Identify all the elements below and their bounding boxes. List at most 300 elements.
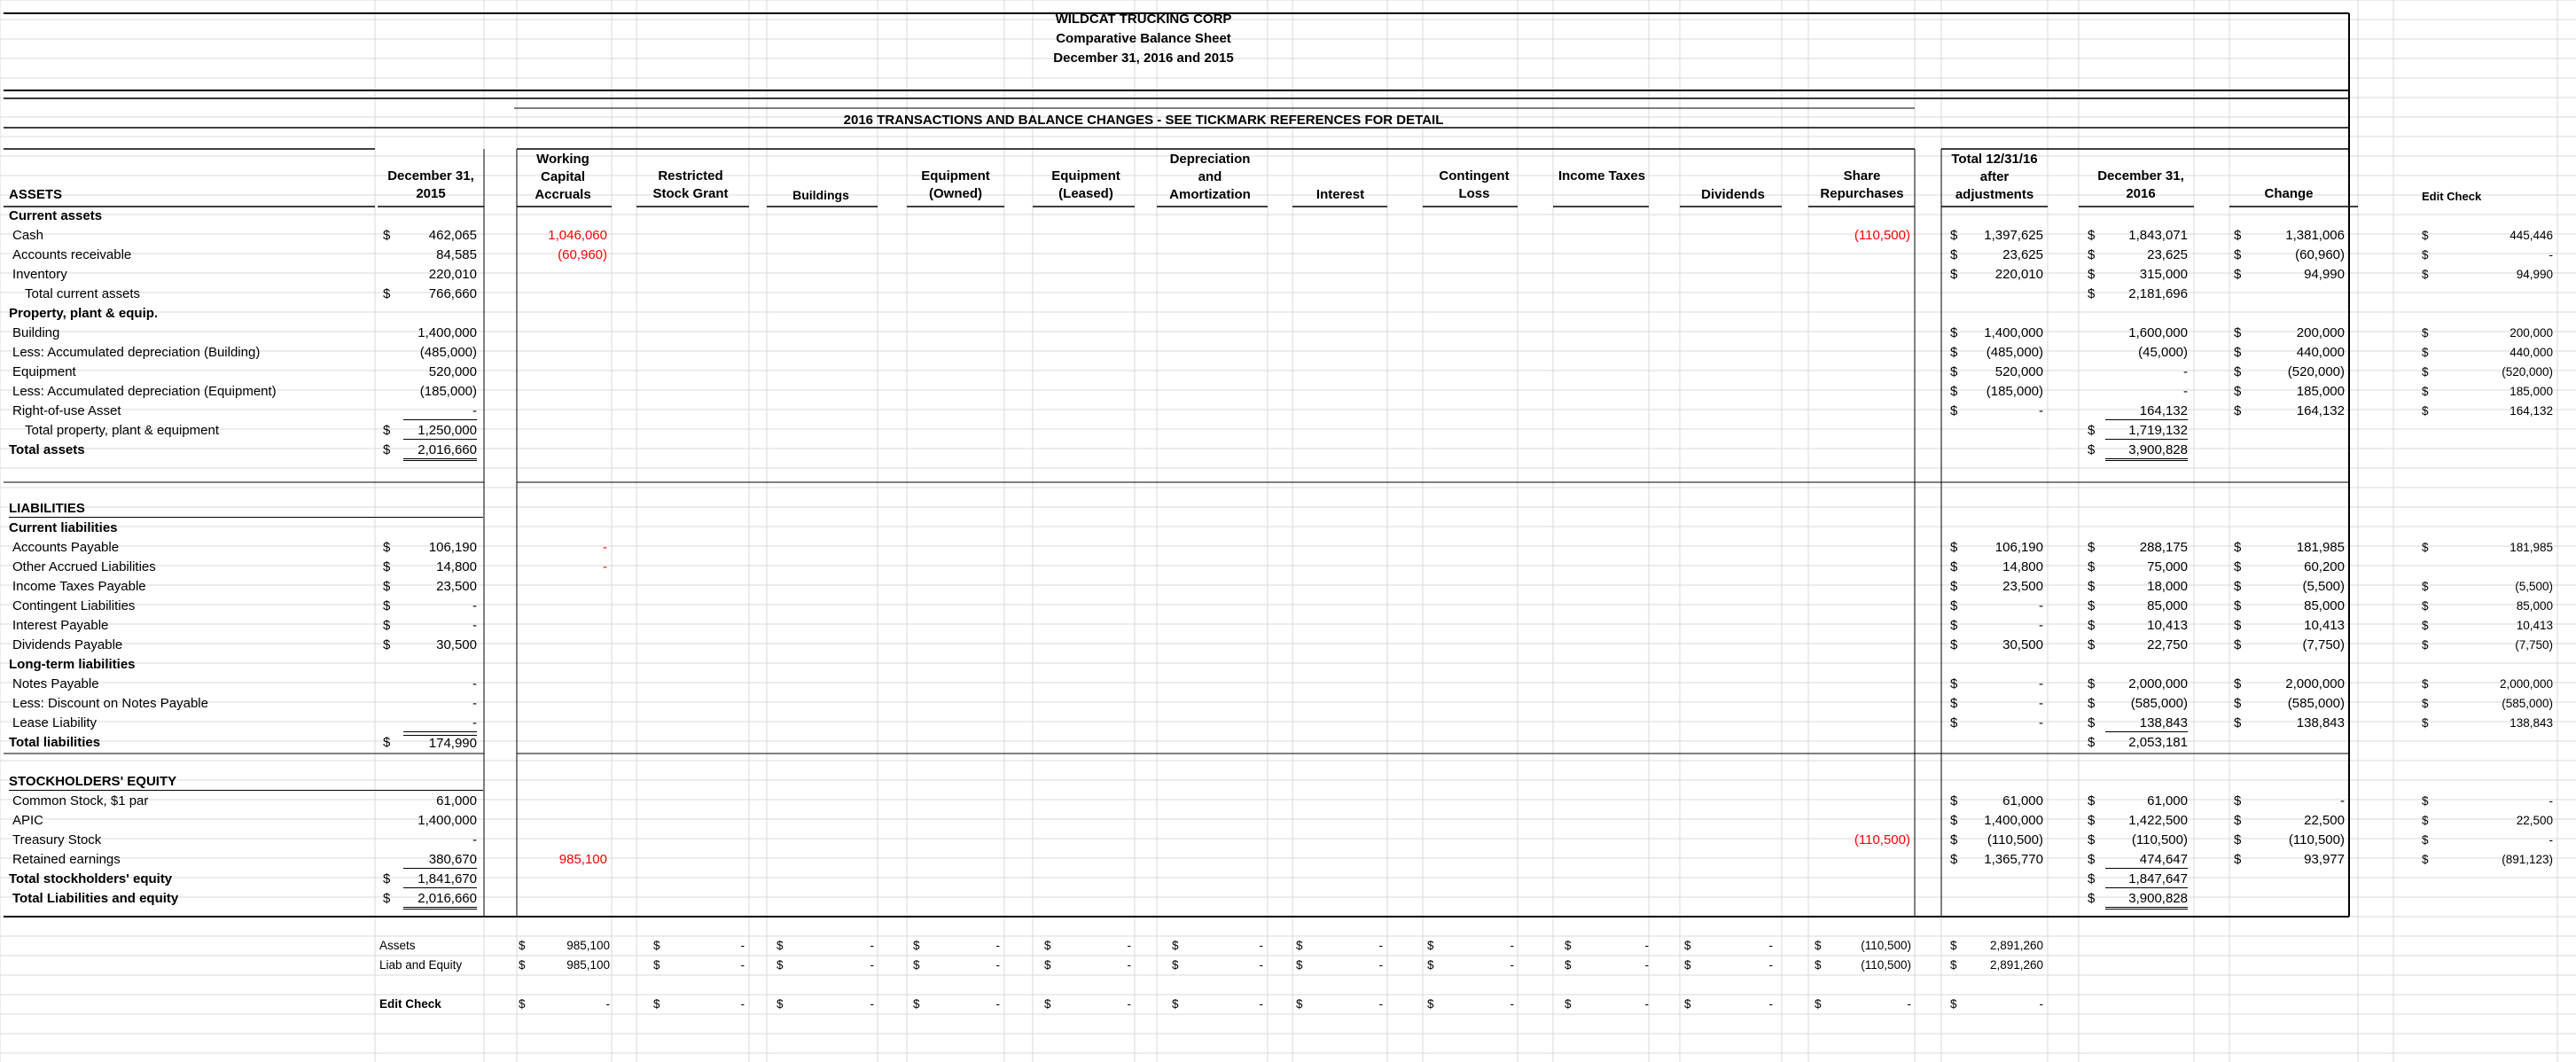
value-change: 22,500 <box>2304 813 2345 828</box>
dollar-sign-2016: $ <box>2088 676 2096 691</box>
value-total-adjusted: 520,000 <box>1994 364 2043 379</box>
value-edit-check: (5,500) <box>2515 580 2553 593</box>
check-edit-dollar: $ <box>1815 997 1822 1011</box>
value-edit-check: 94,990 <box>2516 268 2553 281</box>
dollar-sign-2016: $ <box>2088 696 2096 711</box>
dollar-sign-2015: $ <box>383 735 391 750</box>
row-label: Total property, plant & equipment <box>25 423 220 438</box>
dollar-sign-2015: $ <box>383 540 391 555</box>
value-dec2016: 3,900,828 <box>2105 891 2188 910</box>
check-assets-value: - <box>1127 939 1131 952</box>
value-dec2015: 220,010 <box>428 267 477 282</box>
col-header-dec2016: December 31, 2016 <box>2097 168 2184 201</box>
transactions-banner: 2016 TRANSACTIONS AND BALANCE CHANGES - SEE TICKMARK REFERENCES FOR DETAIL <box>843 113 1444 128</box>
dollar-sign-total: $ <box>1950 364 1958 379</box>
row-label: Current assets <box>9 208 103 223</box>
dollar-sign-total: $ <box>1950 715 1958 730</box>
check-assets-value: - <box>995 939 1000 952</box>
value-change: 10,413 <box>2304 618 2345 633</box>
check-liab-equity-dollar: $ <box>519 958 526 972</box>
check-edit-dollar: $ <box>913 997 920 1011</box>
check-liab-equity-dollar: $ <box>777 958 784 972</box>
value-dec2016: 1,847,647 <box>2105 871 2188 888</box>
check-edit-value: - <box>1127 997 1131 1011</box>
dollar-sign-2016: $ <box>2088 618 2096 633</box>
value-dec2016: 3,900,828 <box>2105 442 2188 461</box>
check-liab-equity-dollar: $ <box>1296 958 1303 972</box>
dollar-sign-2016: $ <box>2088 735 2096 750</box>
check-assets-dollar: $ <box>1565 939 1572 952</box>
dollar-sign-2016: $ <box>2088 540 2096 555</box>
check-edit-dollar: $ <box>1296 997 1303 1011</box>
dollar-sign-2015: $ <box>383 286 391 301</box>
dollar-sign-2016: $ <box>2088 852 2096 867</box>
dollar-sign-change: $ <box>2234 696 2242 711</box>
value-edit-check: (585,000) <box>2502 697 2553 710</box>
value-dec2015: 462,065 <box>428 228 477 243</box>
row-label: Less: Accumulated depreciation (Equipment) <box>12 384 277 399</box>
dollar-sign-edit: $ <box>2422 599 2429 613</box>
value-change: 181,985 <box>2296 540 2345 555</box>
value-change: 200,000 <box>2296 325 2345 340</box>
check-assets-value: 985,100 <box>566 939 610 952</box>
row-label: Accounts Payable <box>12 540 120 555</box>
value-share-repurchases: (110,500) <box>1854 228 1910 243</box>
col-header-equipment-leased: Equipment (Leased) <box>1051 168 1120 201</box>
dollar-sign-2016: $ <box>2088 423 2096 438</box>
check-edit-dollar: $ <box>1172 997 1179 1011</box>
dollar-sign-edit: $ <box>2422 619 2429 632</box>
value-dec2016: 85,000 <box>2147 598 2188 613</box>
check-edit-dollar: $ <box>519 997 526 1011</box>
value-total-adjusted: - <box>2039 696 2043 711</box>
value-change: 85,000 <box>2304 598 2345 613</box>
col-header-equipment-owned: Equipment (Owned) <box>921 168 990 201</box>
check-edit-dollar: $ <box>777 997 784 1011</box>
dollar-sign-total: $ <box>1950 793 1958 808</box>
check-edit-value: - <box>995 997 1000 1011</box>
value-change: (110,500) <box>2288 832 2345 847</box>
dollar-sign-change: $ <box>2234 618 2242 633</box>
value-dec2015: 61,000 <box>436 793 477 808</box>
check-liab-equity-dollar: $ <box>1684 958 1691 972</box>
check-liab-equity-value: - <box>1644 958 1649 972</box>
value-dec2015: - <box>472 696 477 711</box>
value-change: 94,990 <box>2304 267 2345 282</box>
check-liab-equity-value: - <box>1378 958 1383 972</box>
dollar-sign-2015: $ <box>383 228 391 243</box>
check-assets-value: - <box>1378 939 1383 952</box>
row-label: Contingent Liabilities <box>12 598 136 613</box>
value-dec2015: 766,660 <box>428 286 477 301</box>
col-header-change: Change <box>2264 186 2314 201</box>
check-edit-dollar: $ <box>1427 997 1434 1011</box>
value-dec2015: 30,500 <box>436 637 477 652</box>
value-total-adjusted: 220,010 <box>1994 267 2043 282</box>
check-assets-value: - <box>1510 939 1514 952</box>
value-total-adjusted: (485,000) <box>1986 345 2043 360</box>
dollar-sign-total: $ <box>1950 852 1958 867</box>
value-edit-check: - <box>2549 833 2553 847</box>
value-total-adjusted: 1,397,625 <box>1984 228 2043 243</box>
value-total-adjusted: 1,400,000 <box>1984 813 2043 828</box>
col-header-depreciation: Depreciation and Amortization <box>1169 152 1251 202</box>
assets-header: ASSETS <box>9 187 63 202</box>
dollar-sign-total: $ <box>1950 579 1958 594</box>
check-liab-equity-dollar: $ <box>653 958 660 972</box>
dollar-sign-edit: $ <box>2422 677 2429 691</box>
dollar-sign-change: $ <box>2234 384 2242 399</box>
dollar-sign-2016: $ <box>2088 228 2096 243</box>
value-working-capital: 1,046,060 <box>548 228 607 243</box>
row-label: Notes Payable <box>12 676 99 691</box>
row-label: Interest Payable <box>12 618 109 633</box>
dollar-sign-2016: $ <box>2088 286 2096 301</box>
dollar-sign-2016: $ <box>2088 715 2096 730</box>
dollar-sign-change: $ <box>2234 715 2242 730</box>
row-label: Other Accrued Liabilities <box>12 559 156 574</box>
row-label: Total stockholders' equity <box>9 871 173 886</box>
value-edit-check: 445,446 <box>2510 229 2553 242</box>
dollar-sign-edit: $ <box>2422 268 2429 281</box>
col-header-working-capital: Working Capital Accruals <box>535 152 591 202</box>
row-label: Current liabilities <box>9 520 118 535</box>
report-title: Comparative Balance Sheet <box>1056 31 1231 46</box>
value-share-repurchases: (110,500) <box>1854 832 1910 847</box>
value-dec2016: 1,600,000 <box>2128 325 2188 340</box>
check-edit-value: - <box>1259 997 1263 1011</box>
row-label: LIABILITIES <box>9 501 483 518</box>
value-change: - <box>2340 793 2345 808</box>
value-dec2015: 1,250,000 <box>403 423 477 440</box>
dollar-sign-total: $ <box>1950 267 1958 282</box>
dollar-sign-edit: $ <box>2422 248 2429 262</box>
value-dec2015: 2,016,660 <box>403 442 477 461</box>
check-liab-equity-dollar: $ <box>1172 958 1179 972</box>
value-edit-check: 181,985 <box>2510 541 2553 554</box>
value-total-adjusted: 14,800 <box>2002 559 2043 574</box>
value-change: 138,843 <box>2296 715 2345 730</box>
value-dec2016: (45,000) <box>2138 345 2188 360</box>
dollar-sign-2015: $ <box>383 442 391 457</box>
value-dec2015: - <box>472 832 477 847</box>
value-dec2015: 1,400,000 <box>418 813 477 828</box>
dollar-sign-2016: $ <box>2088 247 2096 262</box>
value-working-capital: - <box>603 540 607 555</box>
value-dec2015: 84,585 <box>436 247 477 262</box>
check-liab-equity-value: - <box>740 958 745 972</box>
check-assets-dollar: $ <box>653 939 660 952</box>
row-label: Total Liabilities and equity <box>12 891 179 906</box>
dollar-sign-2015: $ <box>383 559 391 574</box>
dollar-sign-edit: $ <box>2422 833 2429 847</box>
check-liab-equity-value: 985,100 <box>566 958 610 972</box>
check-edit-value: - <box>1907 997 1911 1011</box>
value-change: (520,000) <box>2287 364 2345 379</box>
value-edit-check: 85,000 <box>2516 599 2553 613</box>
check-edit-value: - <box>1510 997 1514 1011</box>
dollar-sign-2015: $ <box>383 871 391 886</box>
value-total-adjusted: 1,400,000 <box>1984 325 2043 340</box>
dollar-sign-edit: $ <box>2422 404 2429 418</box>
dollar-sign-total: $ <box>1950 696 1958 711</box>
value-dec2016: 2,000,000 <box>2128 676 2188 691</box>
check-assets-dollar: $ <box>1044 939 1051 952</box>
value-edit-check: 138,843 <box>2510 716 2553 730</box>
value-dec2016: 1,422,500 <box>2128 813 2188 828</box>
value-dec2016: 138,843 <box>2105 715 2188 732</box>
dollar-sign-change: $ <box>2234 247 2242 262</box>
check-liab-equity-value: (110,500) <box>1861 958 1911 972</box>
value-change: 60,200 <box>2304 559 2345 574</box>
dollar-sign-total: $ <box>1950 228 1958 243</box>
dollar-sign-edit: $ <box>2422 814 2429 827</box>
value-dec2016: 23,625 <box>2147 247 2188 262</box>
dollar-sign-2015: $ <box>383 637 391 652</box>
dollar-sign-2016: $ <box>2088 891 2096 906</box>
row-label: Total current assets <box>25 286 141 301</box>
dollar-sign-change: $ <box>2234 793 2242 808</box>
value-dec2015: 106,190 <box>428 540 477 555</box>
check-liab-equity-value: - <box>1259 958 1263 972</box>
value-dec2016: 288,175 <box>2139 540 2188 555</box>
col-header-contingent-loss: Contingent Loss <box>1439 168 1510 201</box>
col-header-share-repurchases: Share Repurchases <box>1820 168 1904 201</box>
value-dec2015: 14,800 <box>436 559 477 574</box>
dollar-sign-total: $ <box>1950 345 1958 360</box>
value-total-adjusted: 23,500 <box>2002 579 2043 594</box>
value-edit-check: 200,000 <box>2510 326 2553 340</box>
value-total-adjusted: 1,365,770 <box>1984 852 2043 867</box>
value-dec2015: - <box>403 403 477 420</box>
dollar-sign-change: $ <box>2234 637 2242 652</box>
report-date: December 31, 2016 and 2015 <box>1053 51 1234 66</box>
check-assets-dollar: $ <box>1950 939 1957 952</box>
check-liab-equity-dollar: $ <box>913 958 920 972</box>
check-edit-dollar: $ <box>1565 997 1572 1011</box>
value-edit-check: 185,000 <box>2510 385 2553 398</box>
value-edit-check: 164,132 <box>2510 404 2553 418</box>
value-dec2016: (585,000) <box>2130 696 2188 711</box>
check-edit-value: - <box>870 997 874 1011</box>
value-edit-check: (520,000) <box>2502 365 2553 379</box>
value-total-adjusted: - <box>2039 676 2043 691</box>
value-working-capital: (60,960) <box>558 247 607 262</box>
dollar-sign-total: $ <box>1950 618 1958 633</box>
value-edit-check: 22,500 <box>2516 814 2553 827</box>
dollar-sign-2016: $ <box>2088 871 2096 886</box>
value-change: (60,960) <box>2295 247 2345 262</box>
check-edit-label: Edit Check <box>379 997 441 1011</box>
value-dec2015: 1,841,670 <box>403 871 477 888</box>
dollar-sign-change: $ <box>2234 579 2242 594</box>
value-dec2015: - <box>472 676 477 691</box>
dollar-sign-total: $ <box>1950 325 1958 340</box>
dollar-sign-total: $ <box>1950 598 1958 613</box>
value-dec2016: 22,750 <box>2147 637 2188 652</box>
check-edit-dollar: $ <box>1044 997 1051 1011</box>
value-dec2016: - <box>2183 364 2188 379</box>
value-dec2015: - <box>472 618 477 633</box>
row-label: Building <box>12 325 60 340</box>
row-label: Accounts receivable <box>12 247 132 262</box>
dollar-sign-edit: $ <box>2422 365 2429 379</box>
col-header-dividends: Dividends <box>1701 187 1765 202</box>
dollar-sign-2016: $ <box>2088 559 2096 574</box>
value-dec2016: 2,053,181 <box>2128 735 2188 750</box>
value-total-adjusted: 23,625 <box>2002 247 2043 262</box>
check-edit-value: - <box>1768 997 1773 1011</box>
value-dec2016: 315,000 <box>2139 267 2188 282</box>
value-change: 93,977 <box>2304 852 2345 867</box>
col-header-dec2015: December 31, 2015 <box>387 168 474 201</box>
value-dec2016: 1,719,132 <box>2105 423 2188 440</box>
value-edit-check: 10,413 <box>2516 619 2553 632</box>
row-label: Less: Discount on Notes Payable <box>12 696 208 711</box>
row-label: Treasury Stock <box>12 832 102 847</box>
row-label: Total assets <box>9 442 85 457</box>
check-assets-dollar: $ <box>913 939 920 952</box>
value-dec2016: 18,000 <box>2147 579 2188 594</box>
value-edit-check: - <box>2549 794 2553 808</box>
dollar-sign-2015: $ <box>383 598 391 613</box>
value-total-adjusted: 30,500 <box>2002 637 2043 652</box>
value-total-adjusted: - <box>2039 618 2043 633</box>
value-change: 1,381,006 <box>2285 228 2345 243</box>
dollar-sign-total: $ <box>1950 832 1958 847</box>
row-label: Right-of-use Asset <box>12 403 121 418</box>
value-total-adjusted: (185,000) <box>1986 384 2043 399</box>
check-liab-equity-label: Liab and Equity <box>379 958 463 972</box>
dollar-sign-2015: $ <box>383 891 391 906</box>
row-label: Inventory <box>12 267 67 282</box>
dollar-sign-2015: $ <box>383 618 391 633</box>
value-change: 185,000 <box>2296 384 2345 399</box>
dollar-sign-2016: $ <box>2088 793 2096 808</box>
check-edit-dollar: $ <box>1950 997 1957 1011</box>
dollar-sign-edit: $ <box>2422 346 2429 359</box>
dollar-sign-change: $ <box>2234 813 2242 828</box>
row-label: Retained earnings <box>12 852 121 867</box>
row-label: APIC <box>12 813 44 828</box>
value-total-adjusted: 61,000 <box>2002 793 2043 808</box>
value-change: 164,132 <box>2296 403 2345 418</box>
value-edit-check: (7,750) <box>2515 638 2553 652</box>
dollar-sign-edit: $ <box>2422 853 2429 866</box>
dollar-sign-change: $ <box>2234 540 2242 555</box>
check-assets-dollar: $ <box>1427 939 1434 952</box>
dollar-sign-2015: $ <box>383 579 391 594</box>
row-label: STOCKHOLDERS' EQUITY <box>9 774 483 791</box>
col-header-total-adjusted: Total 12/31/16 after adjustments <box>1951 152 2038 202</box>
dollar-sign-change: $ <box>2234 676 2242 691</box>
check-assets-dollar: $ <box>777 939 784 952</box>
dollar-sign-edit: $ <box>2422 385 2429 398</box>
dollar-sign-2016: $ <box>2088 442 2096 457</box>
value-working-capital: - <box>603 559 607 574</box>
check-liab-equity-value: - <box>1510 958 1514 972</box>
check-liab-equity-dollar: $ <box>1565 958 1572 972</box>
dollar-sign-change: $ <box>2234 228 2242 243</box>
dollar-sign-edit: $ <box>2422 326 2429 340</box>
row-label: Total liabilities <box>9 735 101 750</box>
value-dec2015: 23,500 <box>436 579 477 594</box>
dollar-sign-2016: $ <box>2088 267 2096 282</box>
check-assets-dollar: $ <box>519 939 526 952</box>
dollar-sign-change: $ <box>2234 832 2242 847</box>
value-edit-check: (891,123) <box>2502 853 2553 866</box>
check-liab-equity-value: - <box>870 958 874 972</box>
dollar-sign-edit: $ <box>2422 697 2429 710</box>
row-label: Equipment <box>12 364 76 379</box>
row-label: Dividends Payable <box>12 637 123 652</box>
col-header-restricted-stock: Restricted Stock Grant <box>652 168 729 201</box>
dollar-sign-change: $ <box>2234 852 2242 867</box>
check-assets-dollar: $ <box>1684 939 1691 952</box>
col-header-interest: Interest <box>1315 187 1365 202</box>
dollar-sign-total: $ <box>1950 540 1958 555</box>
dollar-sign-2016: $ <box>2088 637 2096 652</box>
check-liab-equity-dollar: $ <box>1427 958 1434 972</box>
dollar-sign-2016: $ <box>2088 598 2096 613</box>
check-assets-value: - <box>740 939 745 952</box>
row-label: Long-term liabilities <box>9 657 136 672</box>
check-assets-value: 2,891,260 <box>1989 939 2043 952</box>
dollar-sign-total: $ <box>1950 247 1958 262</box>
value-dec2016: 2,181,696 <box>2128 286 2188 301</box>
dollar-sign-total: $ <box>1950 403 1958 418</box>
check-edit-value: - <box>1644 997 1649 1011</box>
value-edit-check: - <box>2549 248 2553 262</box>
dollar-sign-change: $ <box>2234 345 2242 360</box>
dollar-sign-change: $ <box>2234 403 2242 418</box>
check-liab-equity-dollar: $ <box>1044 958 1051 972</box>
dollar-sign-edit: $ <box>2422 794 2429 808</box>
value-dec2016: 1,843,071 <box>2128 228 2188 243</box>
value-working-capital: 985,100 <box>558 852 607 867</box>
value-edit-check: 440,000 <box>2510 346 2553 359</box>
row-label: Common Stock, $1 par <box>12 793 149 808</box>
dollar-sign-change: $ <box>2234 598 2242 613</box>
value-dec2015: 1,400,000 <box>418 325 477 340</box>
row-label: Cash <box>12 228 44 243</box>
check-edit-value: - <box>2039 997 2043 1011</box>
check-edit-dollar: $ <box>1684 997 1691 1011</box>
row-label: Property, plant & equip. <box>9 306 159 321</box>
value-dec2015: (485,000) <box>419 345 477 360</box>
value-total-adjusted: - <box>2039 715 2043 730</box>
check-assets-dollar: $ <box>1296 939 1303 952</box>
value-dec2016: 61,000 <box>2147 793 2188 808</box>
value-dec2015: (185,000) <box>419 384 477 399</box>
check-assets-value: - <box>1259 939 1263 952</box>
dollar-sign-total: $ <box>1950 384 1958 399</box>
dollar-sign-edit: $ <box>2422 541 2429 554</box>
row-label: Less: Accumulated depreciation (Building) <box>12 345 261 360</box>
check-assets-value: - <box>1768 939 1773 952</box>
dollar-sign-change: $ <box>2234 559 2242 574</box>
value-total-adjusted: - <box>2039 403 2043 418</box>
dollar-sign-change: $ <box>2234 267 2242 282</box>
check-edit-value: - <box>740 997 745 1011</box>
value-change: 2,000,000 <box>2285 676 2345 691</box>
value-edit-check: 2,000,000 <box>2499 677 2553 691</box>
check-liab-equity-value: - <box>1768 958 1773 972</box>
col-header-income-taxes: Income Taxes <box>1557 168 1646 184</box>
col-header-edit-check: Edit Check <box>2422 190 2482 203</box>
value-dec2015: 520,000 <box>428 364 477 379</box>
dollar-sign-total: $ <box>1950 676 1958 691</box>
